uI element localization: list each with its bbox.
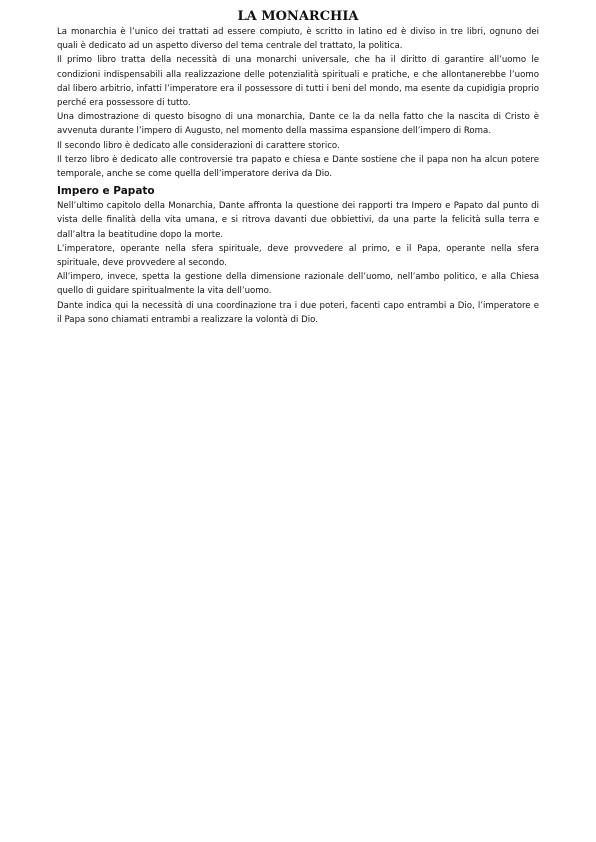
paragraph-empire: All’impero, invece, spetta la gestione della dimensione razionale dell’uomo, nell’ambo politico, e alla Chiesa quello di guidare spiritualmente la vita dell’uomo.	[57, 272, 539, 297]
paragraph-coordination: Dante indica qui la necessità di una coordinazione tra i due poteri, facenti capo entrambi a Dio, l’imperatore e il Papa sono chiamati entrambi a realizzare la volontà di Dio.	[57, 300, 539, 325]
paragraph-intro: La monarchia è l’unico dei trattati ad essere compiuto, è scritto in latino ed è diviso in tre libri, ognuno dei quali è dedicato ad un aspetto diverso del tema centrale del trattato, la politica.	[57, 27, 539, 52]
section-heading: Impero e Papato	[57, 185, 155, 198]
page-title: LA MONARCHIA	[237, 9, 359, 24]
paragraph-last-chapter: Nell’ultimo capitolo della Monarchia, Dante affronta la questione dei rapporti tra Impero e Papato dal punto di vista delle finalità della vita umana, e si ritrova davanti due obbiettivi, da una parte la felicità sulla terra e dall’altra la beatitudine dopo la morte.	[57, 201, 539, 240]
paragraph-second-book: Il secondo libro è dedicato alle considerazioni di carattere storico.	[57, 140, 340, 151]
paragraph-first-book: Il primo libro tratta della necessità di una monarchi universale, che ha il diritto di garantire all’uomo le condizioni indispensabili alla realizzazione delle potenzialità spirituali e pratiche, e che allontanerebbe l’uomo dal libero arbitrio, infatti l’imperatore era il possessore di tutti i beni del mondo, ma esente da cupidigia proprio perché era possessore di tutto.	[57, 55, 539, 109]
paragraph-third-book: Il terzo libro è dedicato alle controversie tra papato e chiesa e Dante sostiene che il papa non ha alcun potere temporale, anche se come quella dell’imperatore deriva da Dio.	[57, 154, 539, 180]
paragraph-emperor: L’imperatore, operante nella sfera spirituale, deve provvedere al primo, e il Papa, operante nella sfera spirituale, deve provvedere al secondo.	[57, 243, 539, 269]
document-page	[57, 8, 539, 327]
paragraph-demonstration: Una dimostrazione di questo bisogno di una monarchia, Dante ce la da nella fatto che la nascita di Cristo è avvenuta durante l’impero di Augusto, nel momento della massima espansione dell’impero di Roma.	[57, 112, 539, 137]
